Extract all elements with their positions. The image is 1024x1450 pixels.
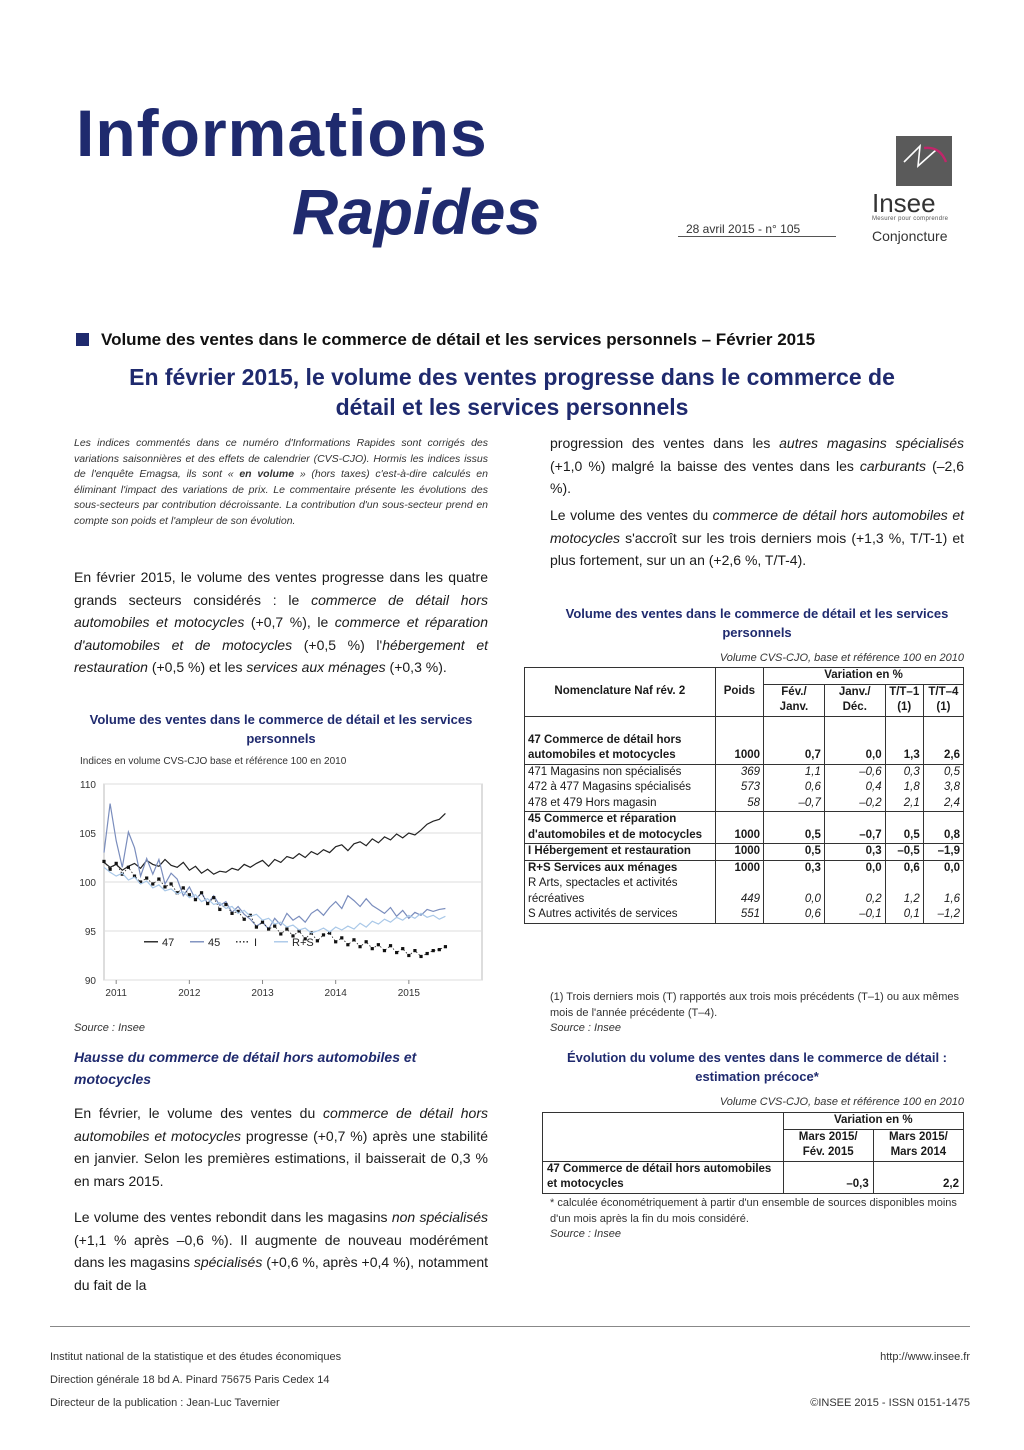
series-point <box>371 947 374 950</box>
y-tick-label: 100 <box>79 878 96 889</box>
series-point <box>243 918 246 921</box>
date-underline <box>678 236 836 237</box>
table-row: S Autres activités de services 551 0,6 –0,1 0,1 –1,2 <box>525 907 964 923</box>
table-row: 47 Commerce de détail hors automobiles et motocycles –0,3 2,2 <box>543 1161 964 1193</box>
series-point <box>285 927 288 930</box>
series-point <box>163 885 166 888</box>
series-point <box>383 949 386 952</box>
table2-footnote: * calculée économétriquement à partir d'un ensemble de sources disponibles moins d'un mois après la fin du mois considéré. Source : Insee <box>550 1197 957 1240</box>
col-variation: Variation en % <box>764 668 964 685</box>
paragraph-stores: Le volume des ventes rebondit dans les magasins non spécialisés (+1,1 % après –0,6 %). Il augmente de nouveau modérément dans les magasins spécialisés (+0,6 %, après +0,4 %), notamment du fait de la <box>74 1209 488 1293</box>
series-point <box>102 860 105 863</box>
logo-tagline: Mesurer pour comprendre <box>872 216 949 222</box>
series-point <box>334 940 337 943</box>
paragraph-summary: En février 2015, le volume des ventes progresse dans les quatre grands secteurs considérés : le commerce de détail hors automobiles et motocycles (+0,7 %), le commerce et réparation d'automobiles et de motocycles (+0,5 %) l'hébergement et restauration (+0,5 %) et les services aux ménages (+0,3 %). <box>74 569 488 675</box>
series-point <box>157 877 160 880</box>
series-point <box>352 938 355 941</box>
footer-copyright: ©INSEE 2015 - ISSN 0151-1475 <box>810 1397 970 1409</box>
table1-footnote: (1) Trois derniers mois (T) rapportés aux trois mois précédents (T–1) ou aux mêmes mois de l'année précédente (T–4). Source : Insee <box>550 991 959 1034</box>
series-point <box>151 882 154 885</box>
y-tick-label: 95 <box>84 927 96 938</box>
table-row: R Arts, spectacles et activités récréatives 449 0,0 0,2 1,2 1,6 <box>525 876 964 907</box>
t2-col-mars-fev: Mars 2015/ Fév. 2015 <box>783 1129 873 1161</box>
series-point <box>261 921 264 924</box>
series-point <box>340 936 343 939</box>
section-heading: Hausse du commerce de détail hors automobiles et motocycles <box>74 1049 417 1087</box>
issue-date: 28 avril 2015 - n° 105 <box>686 222 801 236</box>
x-tick-label: 2014 <box>324 988 347 999</box>
t2-col-mars-mars: Mars 2015/ Mars 2014 <box>873 1129 963 1161</box>
paragraph-quarterly: Le volume des ventes du commerce de détail hors automobiles et motocycles s'accroît sur les trois derniers mois (+1,3 %, T/T-1) et plus fortement, sur un an (+2,6 %, T/T-4). <box>550 507 964 568</box>
legend-label: 47 <box>162 936 175 949</box>
series-point <box>419 955 422 958</box>
legend-label: 45 <box>208 936 221 949</box>
series-point <box>358 945 361 948</box>
series-point <box>432 949 435 952</box>
series-point <box>389 944 392 947</box>
y-tick-label: 105 <box>79 829 96 840</box>
y-tick-label: 110 <box>80 780 96 791</box>
chart-source: Source : Insee <box>74 1022 145 1034</box>
series-point <box>401 947 404 950</box>
series-point <box>200 891 203 894</box>
series-point <box>395 951 398 954</box>
table-row: 47 Commerce de détail hors automobiles et motocycles 1000 0,7 0,0 1,3 2,6 <box>525 716 964 764</box>
series-line-47 <box>104 813 445 874</box>
series-point <box>169 882 172 885</box>
legend-label: I <box>254 936 258 949</box>
table2-caption: Volume CVS-CJO, base et référence 100 en 2010 <box>719 1096 964 1108</box>
col-tt1: T/T–1 (1) <box>885 684 923 716</box>
footer-address: Institut national de la statistique et des études économiques Direction générale 18 bd A. Pinard 75675 Paris Cedex 14 Directeur de la publication : Jean-Luc Tavernier <box>50 1351 342 1409</box>
series-point <box>377 943 380 946</box>
table-row: 471 Magasins non spécialisés 369 1,1 –0,6 0,3 0,5 <box>525 764 964 780</box>
x-tick-label: 2011 <box>105 988 127 999</box>
series-point <box>182 886 185 889</box>
x-tick-label: 2015 <box>397 988 420 999</box>
paragraph-specialised: progression des ventes dans les autres magasins spécialisés (+1,0 %) malgré la baisse des ventes dans les carburants (–2,6 %). <box>550 435 964 496</box>
estimate-table <box>542 1112 964 1194</box>
series-point <box>127 866 130 869</box>
series-point <box>108 868 111 871</box>
footer-url[interactable]: http://www.insee.fr <box>880 1351 970 1363</box>
series-point <box>365 940 368 943</box>
series-point <box>115 862 118 865</box>
sales-table <box>524 667 964 924</box>
footer-divider <box>50 1326 970 1327</box>
t2-col-variation: Variation en % <box>783 1113 963 1130</box>
x-tick-label: 2013 <box>251 988 274 999</box>
series-point <box>212 896 215 899</box>
intro-note: Les indices commentés dans ce numéro d'Informations Rapides sont corrigés des variations saisonnières et des effets de calendrier (CVS-CJO). Hormis les indices issus de l'enquête Emagsa, ils sont « en volume » (hors taxes) c'est-à-dire calculés en éliminant l'impact des variations de prix. Le commentaire présente les évolutions des sous-secteurs par contribution décroissante. La contribution d'un sous-secteur prend en compte son poids et l'ampleur de son évolution. <box>74 437 488 527</box>
legend-label: R+S <box>292 936 314 949</box>
series-point <box>273 925 276 928</box>
y-tick-label: 90 <box>84 976 96 987</box>
series-point <box>255 925 258 928</box>
paragraph-retail: En février, le volume des ventes du commerce de détail hors automobiles et motocycles progresse (+0,7 %) après une stabilité en janvier. Selon les premières estimations, il baisserait de 0,3 % en mars 2015. <box>74 1105 488 1189</box>
series-point <box>230 912 233 915</box>
col-janv-dec: Janv./ Déc. <box>824 684 885 716</box>
bullet-square-icon <box>76 333 89 346</box>
series-point <box>413 949 416 952</box>
table1-title: Volume des ventes dans le commerce de détail et les services personnels <box>565 606 949 640</box>
t2-empty-header <box>543 1113 784 1162</box>
headline: En février 2015, le volume des ventes progresse dans le commerce de détail et les services personnels <box>129 364 895 420</box>
chart-title: Volume des ventes dans le commerce de détail et les services personnels <box>89 712 473 746</box>
logo-section: Conjoncture <box>872 228 948 244</box>
table2-title: Évolution du volume des ventes dans le commerce de détail : estimation précoce* <box>567 1050 947 1084</box>
table1-caption: Volume CVS-CJO, base et référence 100 en 2010 <box>719 652 964 664</box>
series-point <box>426 952 429 955</box>
series-point <box>407 954 410 957</box>
insee-logo-icon <box>896 136 952 186</box>
series-point <box>346 943 349 946</box>
series-point <box>438 948 441 951</box>
series-line-45 <box>104 804 445 929</box>
masthead-title: Informations <box>76 96 488 170</box>
logo-name: Insee <box>872 188 936 218</box>
table-row: R+S Services aux ménages 1000 0,3 0,0 0,6 0,0 <box>525 860 964 876</box>
series-point <box>145 876 148 879</box>
series-point <box>206 902 209 905</box>
chart-subtitle: Indices en volume CVS-CJO base et référence 100 en 2010 <box>80 756 347 767</box>
col-naf: Nomenclature Naf rév. 2 <box>525 668 716 717</box>
table-row: 472 à 477 Magasins spécialisés 573 0,6 0,4 1,8 3,8 <box>525 780 964 796</box>
subject-line: Volume des ventes dans le commerce de détail et les services personnels – Février 2015 <box>76 330 815 350</box>
col-poids: Poids <box>715 668 763 717</box>
series-point <box>218 908 221 911</box>
col-fev-janv: Fév./ Janv. <box>764 684 825 716</box>
series-line-rs <box>104 867 445 933</box>
table-row: 45 Commerce et réparation d'automobiles et de motocycles 1000 0,5 –0,7 0,5 0,8 <box>525 812 964 844</box>
x-tick-label: 2012 <box>178 988 201 999</box>
series-point <box>279 932 282 935</box>
col-tt4: T/T–4 (1) <box>923 684 963 716</box>
table-row: 478 et 479 Hors magasin 58 –0,7 –0,2 2,1 2,4 <box>525 796 964 812</box>
series-point <box>316 939 319 942</box>
series-point <box>322 933 325 936</box>
table-row: I Hébergement et restauration 1000 0,5 0,3 –0,5 –1,9 <box>525 844 964 861</box>
series-point <box>194 898 197 901</box>
series-point <box>267 927 270 930</box>
series-point <box>224 903 227 906</box>
masthead-subtitle: Rapides <box>292 176 541 248</box>
sales-volume-chart <box>70 770 490 1010</box>
series-point <box>444 945 447 948</box>
